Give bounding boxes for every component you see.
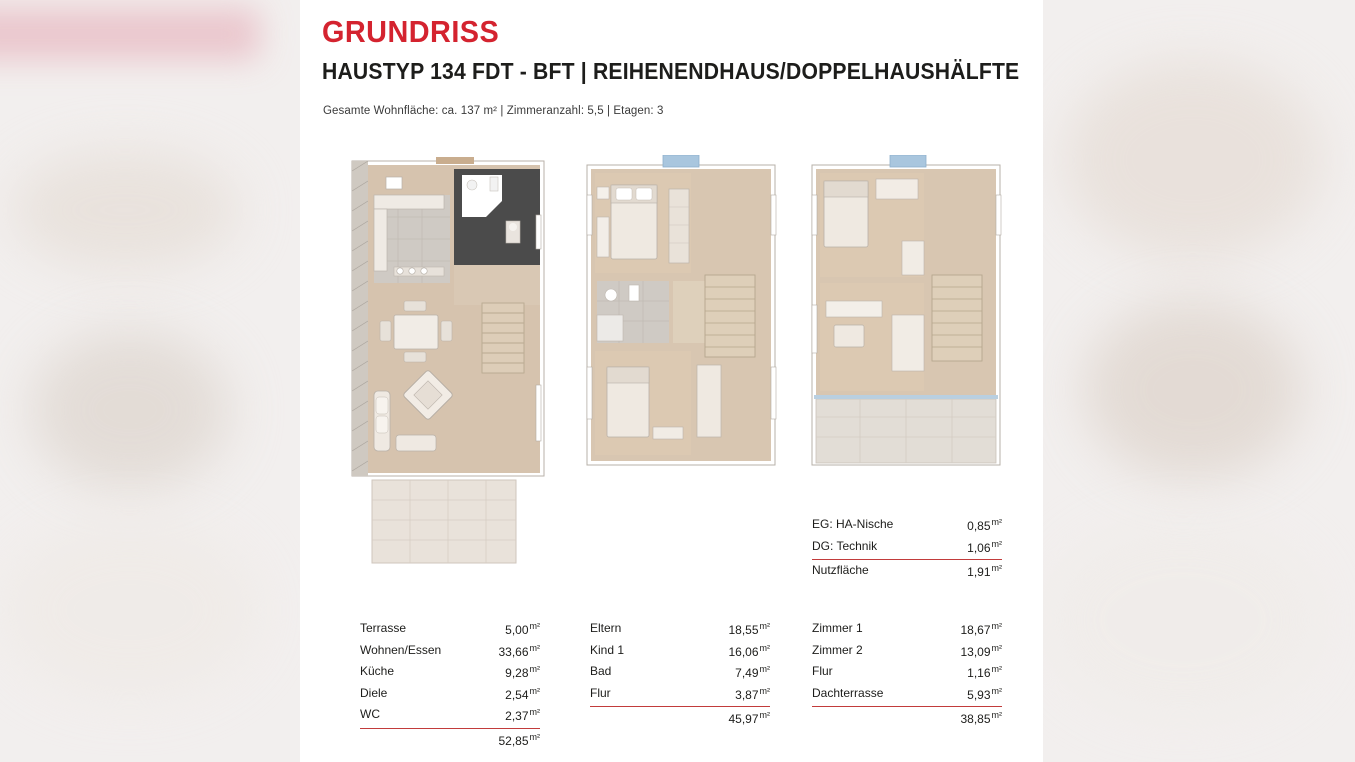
sum-label: Nutzfläche [812,563,869,577]
row-value: $2,54^{m^2}$ [505,685,540,702]
row-value: $5,00^{m^2}$ [505,621,540,637]
page-title: GRUNDRISS [322,14,500,49]
table-row [590,618,770,640]
floorplan-upper-floor-image [585,155,777,475]
table-row [360,618,540,640]
table-row [360,640,540,662]
row-label: DG: Technik [812,538,878,553]
row-value: $0,85^{m^2}$ [967,517,1002,533]
row-value: $1,06^{m^2}$ [967,538,1002,555]
table-sum-row [360,729,540,751]
table-row [590,640,770,662]
row-value: $1,16^{m^2}$ [967,664,1002,680]
row-value: $3,87^{m^2}$ [735,685,770,702]
house-type-subtitle: HAUSTYP 134 FDT - BFT | REIHENENDHAUS/DOPPELHAUSHÄLFTE [322,58,1020,84]
row-value: $16,06^{m^2}$ [728,642,770,659]
row-value: $13,09^{m^2}$ [960,642,1002,659]
table-row [812,683,1002,705]
table-row [360,704,540,726]
sum-value: $1,91^{m^2}$ [967,563,1002,579]
blurred-left-gutter [0,0,300,762]
table-row [360,683,540,705]
row-label: Eltern [590,621,622,635]
row-value: $7,49^{m^2}$ [735,664,770,680]
table-row [812,536,1002,558]
sum-value: $52,85^{m^2}$ [498,731,540,748]
row-value: $18,67^{m^2}$ [960,621,1002,637]
table-row [812,640,1002,662]
floorplan-ground-floor-image [350,155,550,565]
house-meta-line: Gesamte Wohnfläche: ca. 137 m² | Zimmeranzahl: 5,5 | Etagen: 3 [323,105,664,117]
blurred-right-gutter [1043,0,1355,762]
table-row [590,661,770,683]
row-label: Flur [590,685,611,700]
floorplan-attic-floor-image [810,155,1002,475]
row-value: $2,37^{m^2}$ [505,707,540,723]
sum-value: $45,97^{m^2}$ [728,710,770,726]
row-label: Dachterrasse [812,685,884,700]
area-table-upper-floor [590,618,770,729]
row-value: $33,66^{m^2}$ [498,642,540,659]
table-row [812,661,1002,683]
table-sum-row [812,560,1002,582]
row-label: Zimmer 1 [812,621,863,635]
row-value: $9,28^{m^2}$ [505,664,540,680]
row-label: EG: HA-Nische [812,517,894,531]
row-label: Diele [360,685,388,700]
row-label: Wohnen/Essen [360,642,442,657]
row-label: Flur [812,664,833,678]
row-value: $18,55^{m^2}$ [728,621,770,637]
row-label: WC [360,707,380,721]
area-table-nutzflaeche [812,514,1002,582]
table-row [360,661,540,683]
document-content [300,0,1043,762]
table-sum-row [812,707,1002,729]
row-value: $5,93^{m^2}$ [967,685,1002,702]
table-row [812,618,1002,640]
table-row [590,683,770,705]
row-label: Kind 1 [590,642,625,657]
area-table-attic-floor [812,618,1002,729]
area-table-ground-floor [360,618,540,750]
table-sum-row [590,707,770,729]
row-label: Zimmer 2 [812,642,863,657]
sum-value: $38,85^{m^2}$ [960,710,1002,726]
table-row [812,514,1002,536]
row-label: Küche [360,664,395,678]
row-label: Terrasse [360,621,407,635]
row-label: Bad [590,664,612,678]
